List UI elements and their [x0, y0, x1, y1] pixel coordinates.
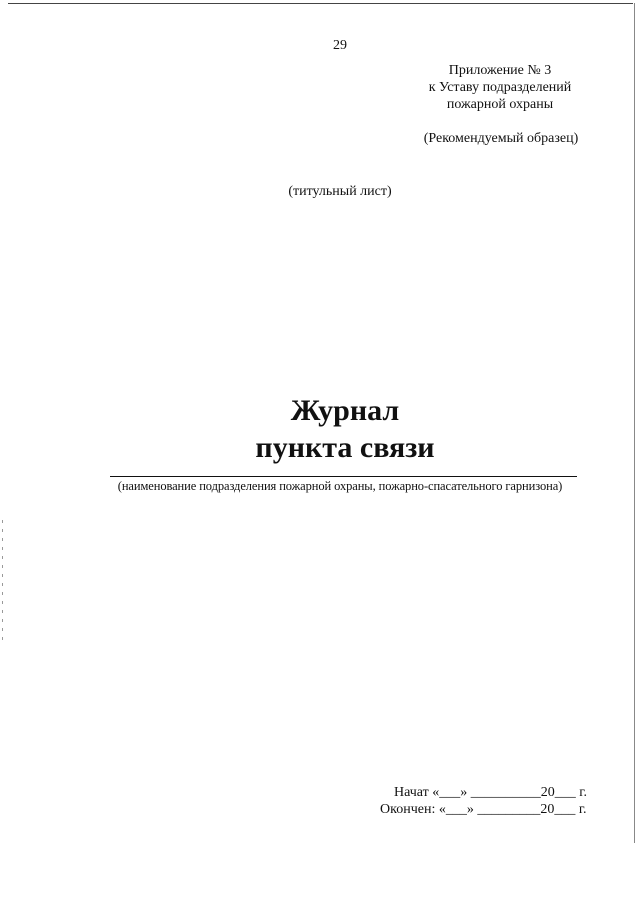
appendix-line-1: Приложение № 3 [448, 63, 552, 78]
appendix-line-2: к Уставу подразделений [428, 80, 572, 95]
title-sheet-note: (титульный лист) [288, 184, 392, 199]
scan-edge-top [8, 3, 633, 4]
scan-edge-right [634, 3, 635, 843]
scan-edge-left [2, 520, 3, 640]
date-started: Начат «___» __________20___ г. [394, 785, 587, 800]
appendix-line-3: пожарной охраны [446, 97, 554, 112]
journal-title-line-2: пункта связи [255, 431, 435, 464]
date-ended: Окончен: «___» _________20___ г. [380, 802, 587, 817]
unit-name-caption: (наименование подразделения пожарной охраны, пожарно-спасательного гарнизона) [117, 479, 563, 493]
journal-title-line-1: Журнал [290, 394, 400, 427]
journal-title [200, 392, 490, 466]
page-number: 29 [333, 38, 347, 53]
unit-name-underline [110, 476, 577, 477]
appendix-header [400, 62, 600, 113]
recommended-sample-note: (Рекомендуемый образец) [423, 131, 579, 146]
